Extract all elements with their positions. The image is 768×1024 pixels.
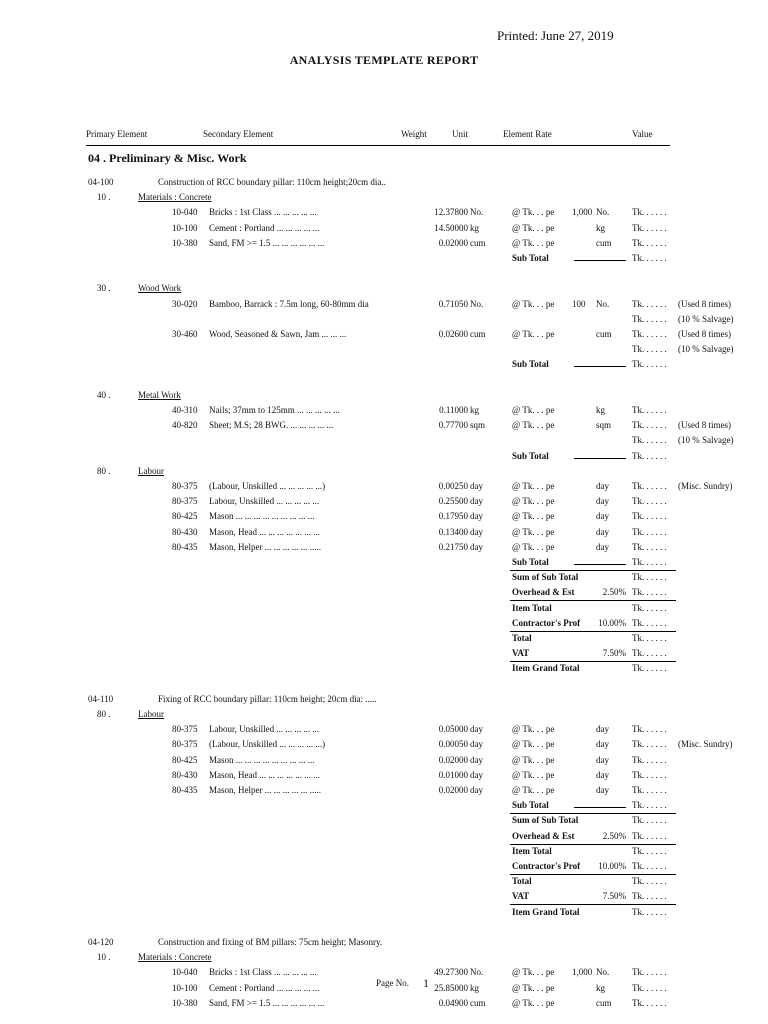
rate-quantity: 1,000 xyxy=(572,207,593,218)
rate-unit: No. xyxy=(596,967,610,978)
spacer-row xyxy=(0,268,768,283)
table-row xyxy=(0,785,768,800)
table-row xyxy=(0,998,768,1013)
rate-unit: kg xyxy=(596,405,605,415)
element-code: 80-375 xyxy=(172,739,198,750)
rate-unit: kg xyxy=(596,982,605,993)
group-number: 30 . xyxy=(97,283,111,294)
element-unit: No. xyxy=(470,207,484,218)
element-rate: @ Tk. . . pe xyxy=(512,785,555,795)
element-value: Tk. . . . . . xyxy=(632,526,667,537)
total-divider xyxy=(510,661,676,662)
element-unit: kg xyxy=(470,982,479,993)
table-row xyxy=(0,755,768,770)
table-row xyxy=(0,420,768,435)
item-row xyxy=(0,694,768,709)
element-unit: cum xyxy=(470,237,486,248)
total-divider xyxy=(510,874,676,875)
group-name: Labour xyxy=(138,709,164,719)
total-label: Sub Total xyxy=(512,800,549,811)
element-unit: No. xyxy=(470,298,484,309)
element-unit: day xyxy=(470,541,483,552)
value-note: (Used 8 times) xyxy=(678,298,731,309)
element-value: Tk. . . . . . xyxy=(632,313,667,324)
element-unit: day xyxy=(470,739,483,750)
element-value: Tk. . . . . . xyxy=(632,481,667,491)
group-name: Materials : Concrete xyxy=(138,192,212,203)
total-percent: 7.50% xyxy=(602,648,626,659)
element-weight: 14.50000 xyxy=(434,222,468,233)
total-label: Item Total xyxy=(512,602,552,613)
total-label: Contractor's Prof xyxy=(512,617,581,628)
rate-unit: day xyxy=(596,785,609,795)
element-code: 30-020 xyxy=(172,298,198,309)
element-value: Tk. . . . . . xyxy=(632,663,667,674)
col-weight: Weight xyxy=(401,129,427,139)
rate-unit: No. xyxy=(596,207,610,218)
element-unit: day xyxy=(470,481,483,491)
total-label: VAT xyxy=(512,648,530,659)
element-unit: day xyxy=(470,754,483,765)
value-note: (10 % Salvage) xyxy=(678,313,734,324)
total-row xyxy=(0,907,768,922)
element-code: 80-425 xyxy=(172,511,198,522)
total-percent: 2.50% xyxy=(602,587,626,598)
total-label: Sub Total xyxy=(512,253,549,263)
table-row xyxy=(0,329,768,344)
group-name: Metal Work xyxy=(138,389,181,400)
element-weight: 0.00250 xyxy=(438,481,468,491)
element-unit: day xyxy=(470,511,483,522)
rate-unit: day xyxy=(596,754,609,765)
total-divider xyxy=(510,600,676,601)
page-number: 1 xyxy=(423,976,429,990)
group-row xyxy=(0,192,768,207)
element-value: Tk. . . . . . xyxy=(632,633,667,643)
element-rate: @ Tk. . . pe xyxy=(512,496,555,507)
element-code: 80-375 xyxy=(172,496,198,507)
element-value: Tk. . . . . . xyxy=(632,891,667,902)
total-label: Total xyxy=(512,633,532,643)
total-label: VAT xyxy=(512,891,530,902)
element-value: Tk. . . . . . xyxy=(632,253,667,263)
element-weight: 25.85000 xyxy=(434,982,468,993)
element-name: Cement : Portland ... ... ... ... ... xyxy=(209,982,320,993)
element-weight: 0.02000 xyxy=(438,785,468,795)
element-rate: @ Tk. . . pe xyxy=(512,222,555,233)
element-rate: @ Tk. . . pe xyxy=(512,329,555,339)
element-name: Mason ... ... ... ... ... ... ... ... ... xyxy=(209,754,315,765)
table-row xyxy=(0,542,768,557)
item-row xyxy=(0,177,768,192)
rate-quantity: 100 xyxy=(572,298,586,309)
item-description: Construction of RCC boundary pillar: 110cm height;20cm dia.. xyxy=(158,177,386,187)
element-value: Tk. . . . . . xyxy=(632,344,667,355)
total-label: Overhead & Est xyxy=(512,830,575,841)
table-row xyxy=(0,405,768,420)
group-row xyxy=(0,283,768,298)
element-rate: @ Tk. . . pe xyxy=(512,298,555,309)
col-secondary-element: Secondary Element xyxy=(203,129,274,139)
total-row xyxy=(0,831,768,846)
table-row xyxy=(0,435,768,450)
group-number: 10 . xyxy=(97,952,111,963)
rate-unit: day xyxy=(596,769,609,780)
element-code: 40-310 xyxy=(172,405,198,415)
element-weight: 0.02000 xyxy=(438,237,468,248)
element-rate: @ Tk. . . pe xyxy=(512,511,555,522)
element-code: 80-375 xyxy=(172,481,198,491)
value-note: (10 % Salvage) xyxy=(678,435,734,446)
element-rate: @ Tk. . . pe xyxy=(512,754,555,765)
group-name: Labour xyxy=(138,465,164,476)
group-number: 80 . xyxy=(97,465,111,476)
element-rate: @ Tk. . . pe xyxy=(512,237,555,248)
element-value: Tk. . . . . . xyxy=(632,754,667,765)
rate-unit: cum xyxy=(596,329,612,339)
element-value: Tk. . . . . . xyxy=(632,648,667,659)
item-row xyxy=(0,937,768,952)
rate-unit: day xyxy=(596,541,609,552)
element-rate: @ Tk. . . pe xyxy=(512,481,555,491)
element-rate: @ Tk. . . pe xyxy=(512,724,555,735)
total-label: Sub Total xyxy=(512,557,549,567)
subtotal-dash-line xyxy=(574,564,626,565)
rate-unit: day xyxy=(596,724,609,735)
total-row xyxy=(0,846,768,861)
table-row xyxy=(0,223,768,238)
group-row xyxy=(0,390,768,405)
report-title: ANALYSIS TEMPLATE REPORT xyxy=(289,53,479,67)
element-rate: @ Tk. . . pe xyxy=(512,526,555,537)
element-code: 10-100 xyxy=(172,222,198,233)
element-weight: 0.01000 xyxy=(438,769,468,780)
element-code: 80-435 xyxy=(172,541,198,552)
element-weight: 49.27300 xyxy=(434,967,468,978)
rate-unit: day xyxy=(596,496,609,507)
table-row xyxy=(0,481,768,496)
element-rate: @ Tk. . . pe xyxy=(512,982,555,993)
element-value: Tk. . . . . . xyxy=(632,845,667,856)
item-code: 04-110 xyxy=(88,693,114,704)
element-unit: kg xyxy=(470,222,479,233)
element-value: Tk. . . . . . xyxy=(632,222,667,233)
element-weight: 0.05000 xyxy=(438,724,468,735)
group-number: 10 . xyxy=(97,192,111,203)
element-name: Mason, Head ... ... ... ... ... ... ... xyxy=(209,769,320,780)
element-value: Tk. . . . . . xyxy=(632,572,667,583)
total-row xyxy=(0,663,768,678)
rate-unit: day xyxy=(596,526,609,537)
item-code: 04-120 xyxy=(88,937,114,947)
element-name: Mason ... ... ... ... ... ... ... ... ... xyxy=(209,511,315,522)
element-value: Tk. . . . . . xyxy=(632,815,667,826)
element-weight: 0.02000 xyxy=(438,754,468,765)
rate-unit: day xyxy=(596,739,609,750)
element-code: 80-430 xyxy=(172,769,198,780)
element-value: Tk. . . . . . xyxy=(632,830,667,841)
element-value: Tk. . . . . . xyxy=(632,207,667,218)
element-name: Wood, Seasoned & Sawn, Jam ... ... ... xyxy=(209,329,347,339)
total-percent: 10.00% xyxy=(598,861,626,871)
rate-unit: day xyxy=(596,481,609,491)
element-unit: day xyxy=(470,496,483,507)
element-weight: 0.71050 xyxy=(438,298,468,309)
subtotal-dash-line xyxy=(574,366,626,367)
element-weight: 0.21750 xyxy=(438,541,468,552)
element-rate: @ Tk. . . pe xyxy=(512,997,555,1008)
total-row xyxy=(0,603,768,618)
element-name: Mason, Helper ... ... ... ... ... ..... xyxy=(209,785,321,795)
element-weight: 0.13400 xyxy=(438,526,468,537)
element-value: Tk. . . . . . xyxy=(632,511,667,522)
table-row xyxy=(0,344,768,359)
total-percent: 10.00% xyxy=(598,617,626,628)
element-unit: cum xyxy=(470,997,486,1008)
col-value: Value xyxy=(632,129,653,139)
element-code: 80-435 xyxy=(172,785,198,795)
total-percent: 2.50% xyxy=(602,830,626,841)
element-name: Labour, Unskilled ... ... ... ... ... xyxy=(209,724,320,735)
col-primary-element: Primary Element xyxy=(86,129,148,139)
table-row xyxy=(0,511,768,526)
spacer-row xyxy=(0,679,768,694)
table-row xyxy=(0,207,768,222)
total-row xyxy=(0,876,768,891)
total-divider xyxy=(510,631,676,632)
total-row xyxy=(0,572,768,587)
element-unit: day xyxy=(470,785,483,795)
rate-unit: sqm xyxy=(596,420,612,431)
element-rate: @ Tk. . . pe xyxy=(512,405,555,415)
total-divider xyxy=(510,904,676,905)
element-code: 10-100 xyxy=(172,982,198,993)
total-row xyxy=(0,587,768,602)
total-row xyxy=(0,618,768,633)
element-code: 10-380 xyxy=(172,237,198,248)
table-row xyxy=(0,527,768,542)
element-value: Tk. . . . . . xyxy=(632,617,667,628)
element-value: Tk. . . . . . xyxy=(632,496,667,507)
element-code: 10-380 xyxy=(172,997,198,1008)
total-row xyxy=(0,451,768,466)
element-code: 10-040 xyxy=(172,967,198,978)
group-name: Wood Work xyxy=(138,283,182,294)
element-code: 30-460 xyxy=(172,329,198,339)
group-row xyxy=(0,952,768,967)
element-value: Tk. . . . . . xyxy=(632,982,667,993)
table-row xyxy=(0,770,768,785)
element-value: Tk. . . . . . xyxy=(632,769,667,780)
total-label: Sum of Sub Total xyxy=(512,572,579,583)
element-value: Tk. . . . . . xyxy=(632,785,667,795)
total-row xyxy=(0,359,768,374)
element-value: Tk. . . . . . xyxy=(632,237,667,248)
element-value: Tk. . . . . . xyxy=(632,876,667,887)
group-name: Materials : Concrete xyxy=(138,952,212,963)
total-label: Total xyxy=(512,876,532,887)
element-unit: sqm xyxy=(470,420,486,431)
element-weight: 0.02600 xyxy=(438,329,468,339)
element-value: Tk. . . . . . xyxy=(632,420,667,431)
rate-unit: day xyxy=(596,511,609,522)
element-name: Sand, FM >= 1.5 ... ... ... ... ... ... xyxy=(209,997,325,1008)
value-note: (Used 8 times) xyxy=(678,420,731,431)
section-heading: 04 . Preliminary & Misc. Work xyxy=(88,151,247,165)
total-label: Item Grand Total xyxy=(512,663,580,674)
total-label: Contractor's Prof xyxy=(512,861,581,871)
total-label: Sub Total xyxy=(512,359,549,370)
value-note: (10 % Salvage) xyxy=(678,344,734,355)
value-note: (Misc. Sundry) xyxy=(678,481,733,491)
element-weight: 0.11000 xyxy=(439,405,468,415)
element-unit: day xyxy=(470,769,483,780)
printed-date: June 27, 2019 xyxy=(541,28,614,43)
element-rate: @ Tk. . . pe xyxy=(512,420,555,431)
table-row xyxy=(0,238,768,253)
element-code: 80-430 xyxy=(172,526,198,537)
element-value: Tk. . . . . . xyxy=(632,967,667,978)
rate-unit: cum xyxy=(596,237,612,248)
item-description: Fixing of RCC boundary pillar: 110cm height; 20cm dia: ..... xyxy=(158,693,377,704)
element-unit: day xyxy=(470,724,483,735)
element-weight: 0.00050 xyxy=(438,739,468,750)
element-value: Tk. . . . . . xyxy=(632,800,667,811)
element-name: Bamboo, Barrack : 7.5m long, 60-80mm dia xyxy=(209,298,369,309)
element-value: Tk. . . . . . xyxy=(632,724,667,735)
element-rate: @ Tk. . . pe xyxy=(512,967,555,978)
element-rate: @ Tk. . . pe xyxy=(512,541,555,552)
element-unit: kg xyxy=(470,405,479,415)
element-name: Sheet; M.S; 28 BWG. ... ... ... ... ... xyxy=(209,420,334,431)
table-row xyxy=(0,299,768,314)
item-code: 04-100 xyxy=(88,177,114,187)
total-label: Item Total xyxy=(512,845,552,856)
total-label: Overhead & Est xyxy=(512,587,575,598)
total-label: Item Grand Total xyxy=(512,906,580,917)
element-weight: 0.17950 xyxy=(438,511,468,522)
element-value: Tk. . . . . . xyxy=(632,450,667,461)
total-row xyxy=(0,648,768,663)
element-code: 40-820 xyxy=(172,420,198,431)
element-rate: @ Tk. . . pe xyxy=(512,739,555,750)
element-unit: cum xyxy=(470,329,486,339)
table-row xyxy=(0,724,768,739)
element-value: Tk. . . . . . xyxy=(632,405,667,415)
total-row xyxy=(0,861,768,876)
total-row xyxy=(0,557,768,572)
element-value: Tk. . . . . . xyxy=(632,739,667,750)
rate-unit: kg xyxy=(596,222,605,233)
element-name: Bricks : 1st Class ... ... ... ... ... xyxy=(209,967,317,978)
element-code: 10-040 xyxy=(172,207,198,218)
element-name: Labour, Unskilled ... ... ... ... ... xyxy=(209,496,320,507)
element-value: Tk. . . . . . xyxy=(632,298,667,309)
element-value: Tk. . . . . . xyxy=(632,329,667,339)
group-number: 40 . xyxy=(97,389,111,400)
total-divider xyxy=(510,570,676,571)
element-value: Tk. . . . . . xyxy=(632,541,667,552)
page-label: Page No. xyxy=(376,978,409,988)
spacer-row xyxy=(0,922,768,937)
col-unit: Unit xyxy=(452,129,469,139)
element-weight: 12.37800 xyxy=(434,207,468,218)
element-value: Tk. . . . . . xyxy=(632,587,667,598)
total-row xyxy=(0,253,768,268)
element-name: Mason, Head ... ... ... ... ... ... ... xyxy=(209,526,320,537)
subtotal-dash-line xyxy=(574,458,626,459)
element-value: Tk. . . . . . xyxy=(632,997,667,1008)
item-description: Construction and fixing of BM pillars: 75cm height; Masonry. xyxy=(158,937,383,947)
element-value: Tk. . . . . . xyxy=(632,359,667,370)
element-value: Tk. . . . . . xyxy=(632,557,667,567)
printed-label: Printed: xyxy=(497,28,539,43)
element-rate: @ Tk. . . pe xyxy=(512,207,555,218)
total-row xyxy=(0,633,768,648)
total-divider xyxy=(510,813,676,814)
element-weight: 0.25500 xyxy=(438,496,468,507)
total-row xyxy=(0,815,768,830)
table-row xyxy=(0,314,768,329)
group-row xyxy=(0,709,768,724)
element-weight: 0.77700 xyxy=(438,420,468,431)
element-value: Tk. . . . . . xyxy=(632,602,667,613)
table-row xyxy=(0,739,768,754)
spacer-row xyxy=(0,375,768,390)
element-name: Cement : Portland ... ... ... ... ... xyxy=(209,222,320,233)
col-element-rate: Element Rate xyxy=(503,129,552,139)
total-label: Sum of Sub Total xyxy=(512,815,579,826)
element-name: Bricks : 1st Class ... ... ... ... ... xyxy=(209,207,317,218)
element-value: Tk. . . . . . xyxy=(632,906,667,917)
table-row xyxy=(0,496,768,511)
total-percent: 7.50% xyxy=(602,891,626,902)
element-value: Tk. . . . . . xyxy=(632,861,667,871)
rate-quantity: 1,000 xyxy=(572,967,593,978)
total-label: Sub Total xyxy=(512,450,549,461)
rate-unit: cum xyxy=(596,997,612,1008)
element-code: 80-375 xyxy=(172,724,198,735)
element-name: Sand, FM >= 1.5 ... ... ... ... ... ... xyxy=(209,237,325,248)
rate-unit: No. xyxy=(596,298,610,309)
element-unit: No. xyxy=(470,967,484,978)
group-number: 80 . xyxy=(97,709,111,719)
total-row xyxy=(0,800,768,815)
total-row xyxy=(0,891,768,906)
element-code: 80-425 xyxy=(172,754,198,765)
value-note: (Used 8 times) xyxy=(678,329,731,339)
element-rate: @ Tk. . . pe xyxy=(512,769,555,780)
element-name: Nails; 37mm to 125mm ... ... ... ... ... xyxy=(209,405,340,415)
subtotal-dash-line xyxy=(574,807,626,808)
subtotal-dash-line xyxy=(574,260,626,261)
element-unit: day xyxy=(470,526,483,537)
element-name: (Labour, Unskilled ... ... ... ... ...) xyxy=(209,739,326,750)
group-row xyxy=(0,466,768,481)
element-name: Mason, Helper ... ... ... ... ... ..... xyxy=(209,541,321,552)
header-divider xyxy=(86,145,670,146)
element-name: (Labour, Unskilled ... ... ... ... ...) xyxy=(209,481,326,491)
element-value: Tk. . . . . . xyxy=(632,435,667,446)
total-divider xyxy=(510,844,676,845)
value-note: (Misc. Sundry) xyxy=(678,739,733,750)
element-weight: 0.04900 xyxy=(438,997,468,1008)
